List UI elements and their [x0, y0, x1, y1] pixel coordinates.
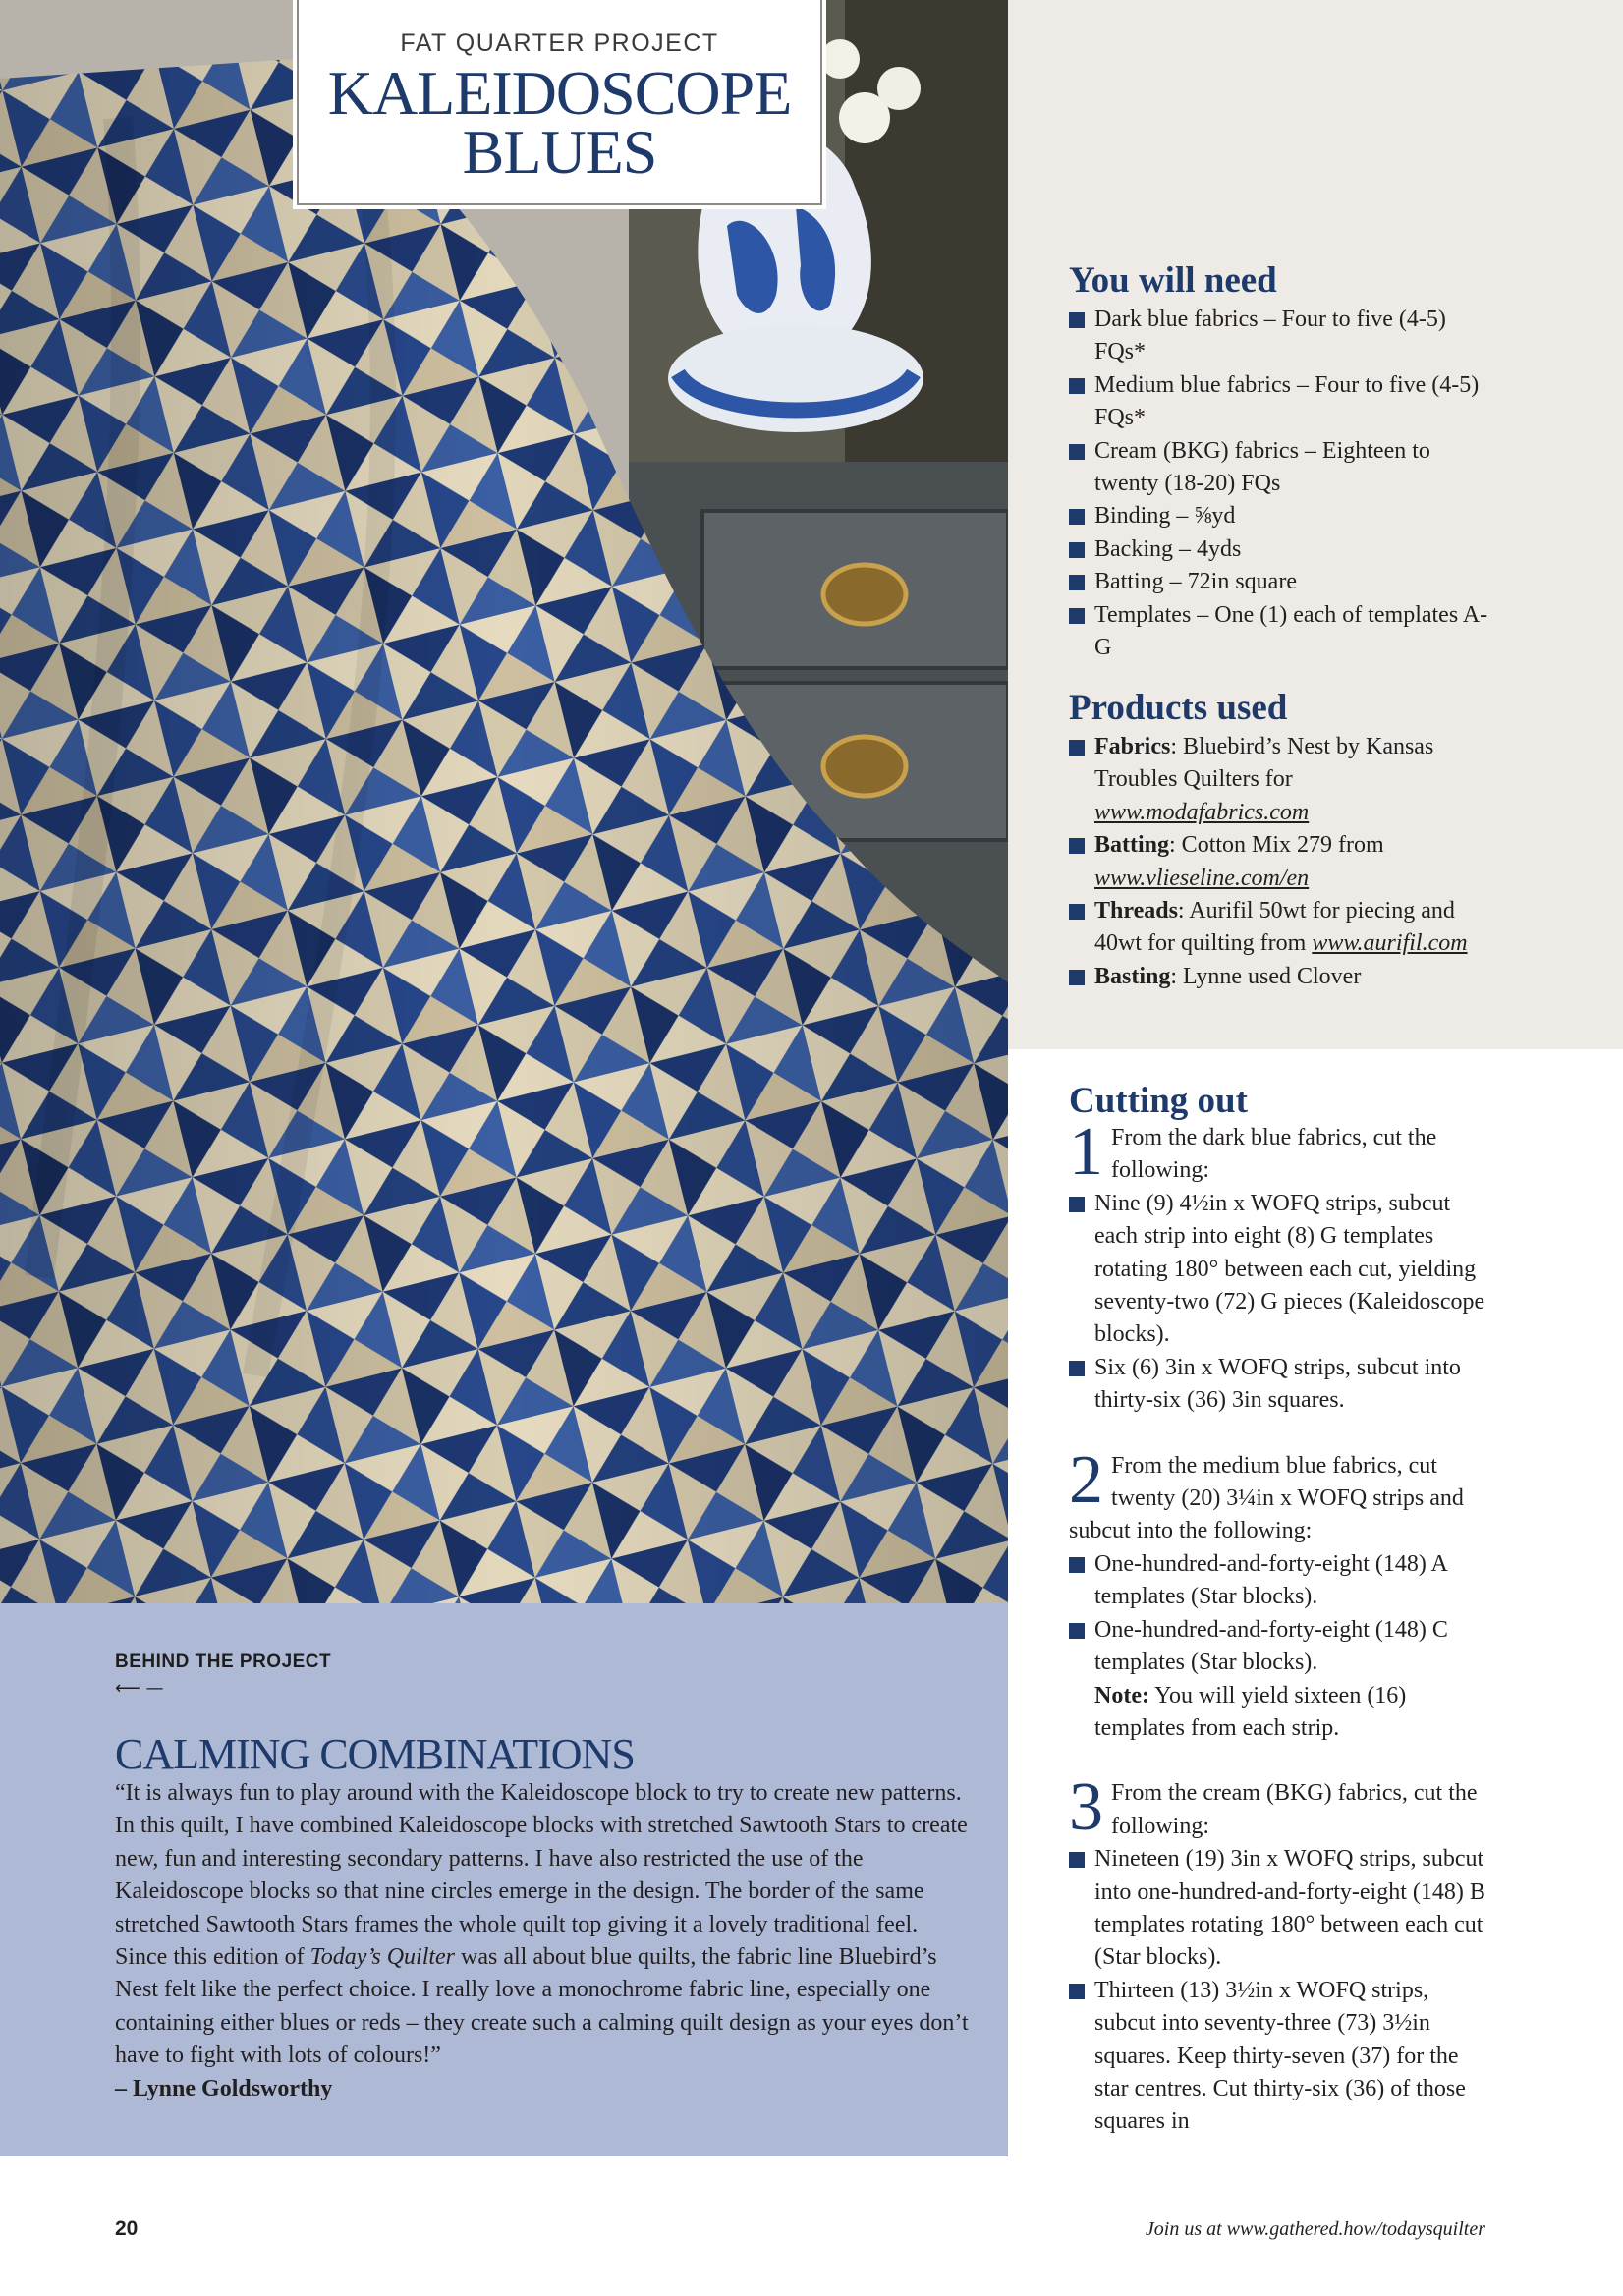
bullet-square-icon [1069, 1852, 1085, 1868]
list-item: Cream (BKG) fabrics – Eighteen to twenty (18-20) FQs [1069, 435, 1491, 501]
step-number: 3 [1069, 1769, 1103, 1846]
list-item: Dark blue fabrics – Four to five (4-5) FQs* [1069, 304, 1491, 369]
quilt-photo [0, 0, 1008, 1603]
bullet-square-icon [1069, 904, 1085, 920]
step-number: 1 [1069, 1114, 1103, 1190]
bullet-square-icon [1069, 542, 1085, 558]
page-title-line-2: BLUES [462, 117, 657, 187]
bullet-square-icon [1069, 838, 1085, 854]
bullet-square-icon [1069, 608, 1085, 624]
section-kicker: FAT QUARTER PROJECT [400, 29, 719, 57]
step-number: 2 [1069, 1441, 1103, 1518]
step-intro: From the medium blue fabrics, cut twenty (20) 3¼in x WOFQ strips and subcut into the following: [1069, 1452, 1464, 1544]
moda-link[interactable]: www.modafabrics.com [1094, 799, 1310, 825]
bullet-square-icon [1069, 1984, 1085, 1999]
bullet-square-icon [1069, 312, 1085, 328]
aurifil-link[interactable]: www.aurifil.com [1312, 930, 1468, 957]
bullet-square-icon [1069, 1557, 1085, 1573]
page-title-line-1: KALEIDOSCOPE [327, 58, 792, 128]
page-title [299, 58, 820, 187]
quote-author: – Lynne Goldsworthy [115, 2075, 333, 2101]
arrow-left-icon: ⟵ — [115, 1678, 164, 1699]
list-item: Backing – 4yds [1069, 533, 1491, 566]
cutting-out-heading: Cutting out [1069, 1081, 1248, 1121]
products-used-heading: Products used [1069, 688, 1288, 728]
bullet-square-icon [1069, 1623, 1085, 1639]
you-will-need-section [1069, 260, 1491, 664]
cutting-step-1 [1069, 1114, 1491, 1418]
cutting-step-3 [1069, 1769, 1491, 2138]
you-will-need-heading: You will need [1069, 260, 1277, 301]
list-item: Fabrics: Bluebird’s Nest by Kansas Troubles Quilters for www.modafabrics.com [1069, 731, 1491, 829]
footer-link[interactable]: Join us at www.gathered.how/todaysquilter [1145, 2218, 1485, 2240]
title-box [297, 0, 822, 205]
list-item: One-hundred-and-forty-eight (148) C templates (Star blocks). Note: You will yield sixteen (16) templates from each strip. [1069, 1614, 1491, 1746]
cutting-step-2 [1069, 1441, 1491, 1746]
bullet-square-icon [1069, 970, 1085, 985]
list-item: Binding – ⅝yd [1069, 500, 1491, 532]
list-item: Nine (9) 4½in x WOFQ strips, subcut each strip into eight (8) G templates rotating 180° between each cut, yielding seventy-two (72) G pieces (Kaleidoscope blocks). [1069, 1188, 1491, 1352]
behind-kicker: BEHIND THE PROJECT [115, 1652, 332, 1672]
list-item: Threads: Aurifil 50wt for piecing and 40wt for quilting from www.aurifil.com [1069, 895, 1491, 961]
you-will-need-list [1069, 304, 1491, 664]
bullet-square-icon [1069, 444, 1085, 460]
cutting-out-section [1069, 1081, 1491, 2139]
note-label: Note: [1094, 1682, 1149, 1708]
step-intro: From the cream (BKG) fabrics, cut the following: [1111, 1780, 1478, 1839]
bullet-square-icon [1069, 1361, 1085, 1376]
products-used-section [1069, 688, 1491, 993]
designer-quote: “It is always fun to play around with the Kaleidoscope block to try to create new patterns. In this quilt, I have combined Kaleidoscope blocks with stretched Sawtooth Stars to create new, fun and interesting secondary patterns. I have also restricted the use of the Kaleidoscope blocks so that nine circles emerge in the design. The border of the same stretched Sawtooth Stars frames the whole quilt top giving it a lovely traditional feel. Since this edition of Today’s Quilter was all about blue quilts, the fabric line Bluebird’s Nest felt like the perfect choice. I really love a monochrome fabric line, especially one containing either blues or reds – they create such a calming quilt design as your eyes don’t have to fight with lots of colours!” – Lynne Goldsworthy [115, 1780, 969, 2101]
vlieseline-link[interactable]: www.vlieseline.com/en [1094, 865, 1310, 891]
list-item: Templates – One (1) each of templates A-G [1069, 599, 1491, 665]
list-item: Six (6) 3in x WOFQ strips, subcut into thirty-six (36) 3in squares. [1069, 1352, 1491, 1418]
step-intro: From the dark blue fabrics, cut the following: [1111, 1125, 1437, 1184]
list-item: Thirteen (13) 3½in x WOFQ strips, subcut into seventy-three (73) 3½in squares. Keep thirty-seven (37) for the star centres. Cut thirty-six (36) of those squares in [1069, 1975, 1491, 2139]
list-item: Nineteen (19) 3in x WOFQ strips, subcut into one-hundred-and-forty-eight (148) B templates rotating 180° between each cut (Star blocks). [1069, 1843, 1491, 1975]
bullet-square-icon [1069, 378, 1085, 394]
products-used-list [1069, 731, 1491, 993]
list-item: Batting: Cotton Mix 279 from www.vlieseline.com/en [1069, 829, 1491, 895]
bullet-square-icon [1069, 509, 1085, 525]
bullet-square-icon [1069, 740, 1085, 756]
list-item: One-hundred-and-forty-eight (148) A templates (Star blocks). [1069, 1548, 1491, 1614]
behind-title: CALMING COMBINATIONS [115, 1730, 635, 1778]
list-item: Basting: Lynne used Clover [1069, 961, 1491, 993]
list-item: Medium blue fabrics – Four to five (4-5) FQs* [1069, 369, 1491, 435]
behind-the-project-box [0, 1603, 1008, 2156]
page-number: 20 [115, 2217, 139, 2240]
bullet-square-icon [1069, 1197, 1085, 1212]
bullet-square-icon [1069, 575, 1085, 590]
list-item: Batting – 72in square [1069, 566, 1491, 598]
